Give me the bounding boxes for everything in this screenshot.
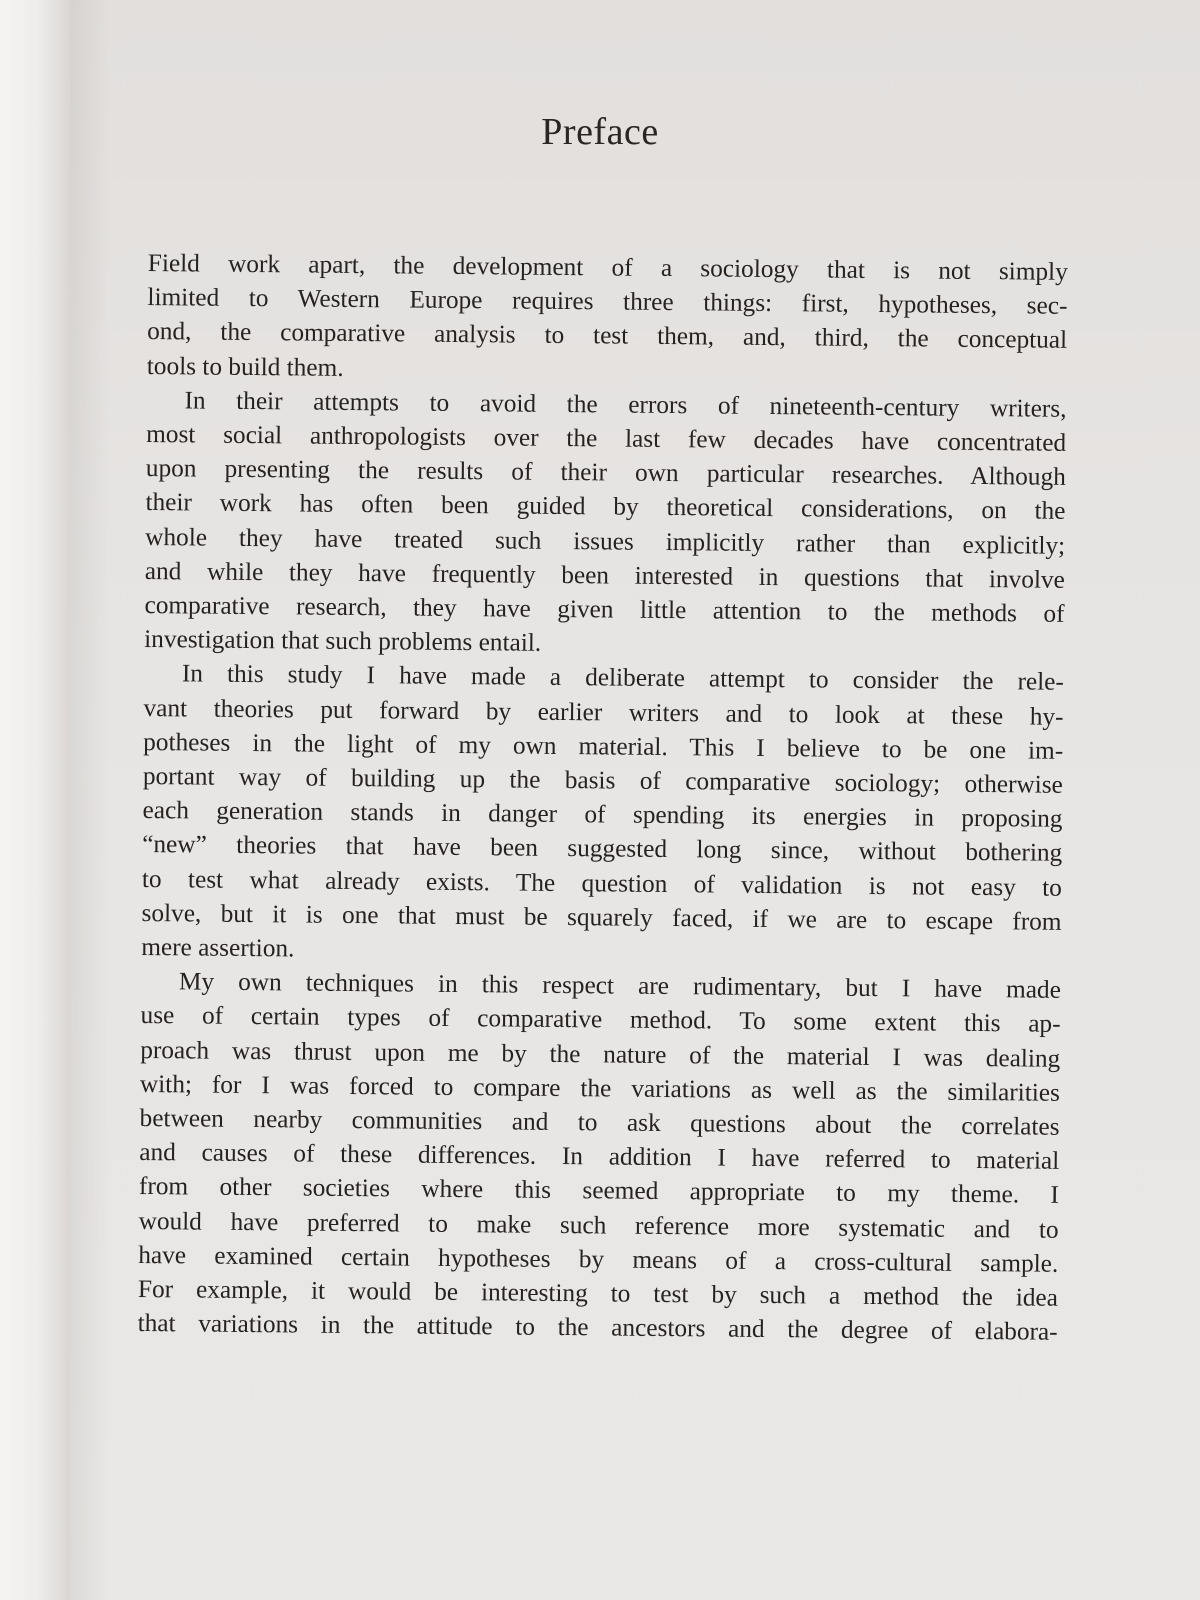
text-line: use of certain types of comparative method. To some extent this ap- xyxy=(140,1001,1061,1039)
text-line: that variations in the attitude to the ancestors and the degree of elabora- xyxy=(137,1309,1058,1347)
text-line: and causes of these differences. In addition I have referred to material xyxy=(139,1138,1060,1176)
text-line: upon presenting the results of their own particular researches. Although xyxy=(145,454,1066,492)
page-title: Preface xyxy=(541,111,659,153)
text-line: whole they have treated such issues implicitly rather than explicitly; xyxy=(145,522,1066,560)
text-line: portant way of building up the basis of comparative sociology; otherwise xyxy=(142,762,1064,799)
text-line: In this study I have made a deliberate attempt to consider the rele- xyxy=(181,659,1064,697)
text-line: would have preferred to make such reference more systematic and to xyxy=(138,1206,1059,1244)
text-line: with; for I was forced to compare the variations as well as the similarities xyxy=(139,1069,1061,1107)
paragraph-2 xyxy=(144,383,1067,665)
adjacent-page-edge xyxy=(0,0,70,1600)
text-line: proach was thrust upon me by the nature of the material I was dealing xyxy=(140,1035,1061,1073)
text-line: have examined certain hypotheses by means of a cross-cultural sample. xyxy=(138,1240,1059,1278)
text-line: investigation that such problems entail. xyxy=(144,625,542,658)
text-line: their work has often been guided by theoretical considerations, on the xyxy=(145,488,1066,526)
text-line: In their attempts to avoid the errors of nineteenth-century writers, xyxy=(184,386,1067,423)
text-line: limited to Western Europe requires three things: first, hypotheses, sec- xyxy=(147,283,1068,321)
text-line: mere assertion. xyxy=(141,933,295,963)
paragraph-1 xyxy=(147,246,1068,392)
text-line: Field work apart, the development of a sociology that is not simply xyxy=(147,248,1068,286)
text-line: vant theories put forward by earlier writers and to look at these hy- xyxy=(143,693,1064,731)
text-line: tools to build them. xyxy=(146,351,344,382)
text-line: potheses in the light of my own material. This I believe to be one im- xyxy=(143,727,1064,765)
text-line: each generation stands in danger of spending its energies in proposing xyxy=(142,796,1063,834)
text-line: most social anthropologists over the last few decades have concentrated xyxy=(146,420,1067,457)
preface-body xyxy=(137,246,1067,1349)
text-line: “new” theories that have been suggested long since, without bothering xyxy=(142,830,1063,868)
text-line: and while they have frequently been interested in questions that involve xyxy=(144,556,1065,594)
text-line: comparative research, they have given little attention to the methods of xyxy=(144,591,1065,628)
text-line: between nearby communities and to ask questions about the correlates xyxy=(139,1104,1060,1141)
text-line: from other societies where this seemed appropriate to my theme. I xyxy=(138,1172,1060,1210)
text-line: ond, the comparative analysis to test them, and, third, the conceptual xyxy=(147,317,1068,355)
paragraph-4 xyxy=(137,964,1061,1349)
text-line: to test what already exists. The question of validation is not easy to xyxy=(141,864,1063,902)
text-line: My own techniques in this respect are rudimentary, but I have made xyxy=(178,967,1062,1005)
text-line: For example, it would be interesting to test by such a method the idea xyxy=(137,1275,1059,1312)
text-line: solve, but it is one that must be squarely faced, if we are to escape from xyxy=(141,898,1062,936)
paragraph-3 xyxy=(141,656,1064,973)
